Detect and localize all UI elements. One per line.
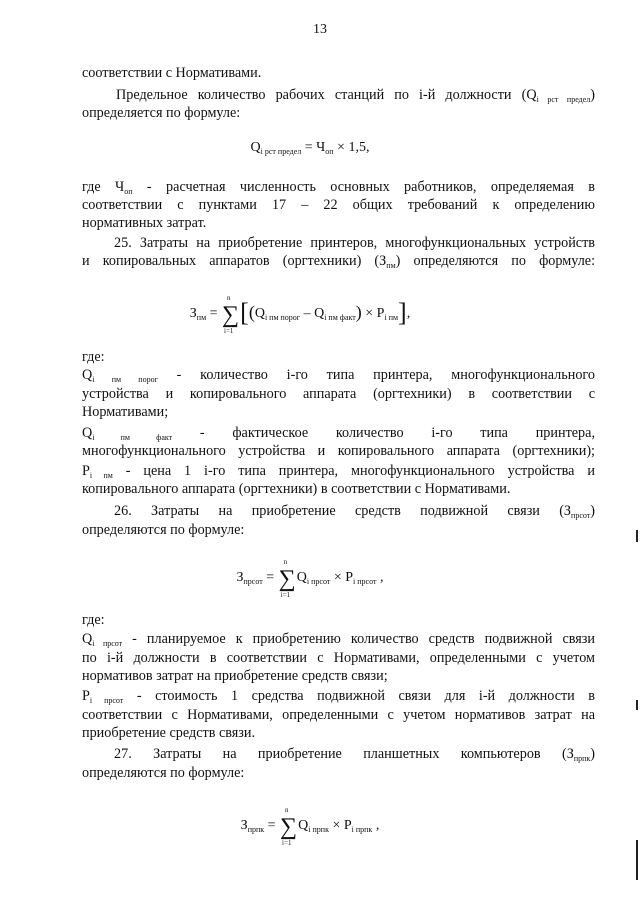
paragraph-line: определяются по формуле: <box>82 765 245 781</box>
paragraph-line: 27. Затраты на приобретение планшетных компьютеров $(З_{прпк})$ <box>114 746 595 763</box>
formula-tablets: $З_{прпк}$ = ∑ n i=1 $Q_{i прпк} \times P_{i прпк}$ , <box>240 806 380 847</box>
definition-line: $P_{i прсот}$ - стоимость 1 средства подвижной связи для i-й должности в <box>82 688 595 705</box>
scan-edge-mark <box>636 840 638 880</box>
where-label: где: <box>82 349 105 365</box>
definition-line: копировального аппарата (оргтехники) в соответствии с Нормативами. <box>82 481 511 497</box>
definition-line: соответствии с пунктами 17 – 22 общих требований к определению <box>82 197 595 213</box>
page-number: 13 <box>313 22 327 37</box>
definition-line: $P_{i пм}$ - цена 1 i-го типа принтера, многофункционального устройства и <box>82 463 595 480</box>
paragraph-line: определяется по формуле: <box>82 105 241 121</box>
scan-edge-mark <box>636 700 638 710</box>
definition-line: многофункционального устройства и копировального аппарата (оргтехники); <box>82 443 595 459</box>
definition-line: приобретение средств связи. <box>82 725 256 741</box>
sum-symbol: ∑ n i=1 <box>222 294 240 335</box>
paragraph-line: определяются по формуле: <box>82 522 245 538</box>
paragraph-line: Предельное количество рабочих станций по i-й должности $(Q_{i рст предел})$ <box>116 87 596 104</box>
paragraph-line: соответствии с Нормативами. <box>82 65 262 81</box>
definition-line: соответствии с Нормативами, определенными с учетом нормативов затрат на <box>82 707 595 723</box>
definition-line: $Q_{i пм порог}$ - количество i-го типа принтера, многофункционального <box>82 367 595 384</box>
formula-printers: $З_{пм}$ = ∑ n i=1 $[(Q_{i пм порог} - Q_{i пм факт}) \times P_{i пм}]$, <box>189 294 411 335</box>
paragraph-line: 26. Затраты на приобретение средств подвижной связи $(З_{прсот})$ <box>114 503 595 520</box>
definition-line: Нормативами; <box>82 404 169 420</box>
paragraph-line: и копировальных аппаратов (оргтехники) $(З_{пм})$ определяются по формуле: <box>82 253 596 270</box>
where-label: где: <box>82 612 105 628</box>
definition-line: нормативных затрат. <box>82 215 207 231</box>
sum-symbol: ∑ n i=1 <box>278 558 296 599</box>
formula-mobile: $З_{прсот}$ = ∑ n i=1 $Q_{i прсот} \times P_{i прсот}$ , <box>236 558 384 599</box>
definition-line: $Q_{i прсот}$ - планируемое к приобретению количество средств подвижной связи <box>82 631 596 648</box>
sum-symbol: ∑ n i=1 <box>280 806 298 847</box>
definition-line: по i-й должности в соответствии с Нормативами, определенными с учетом <box>82 650 595 666</box>
scan-edge-mark <box>636 530 638 542</box>
definition-line: $Q_{i пм факт}$ - фактическое количество i-го типа принтера, <box>82 425 595 442</box>
definition-line: где $Ч_{оп}$ - расчетная численность основных работников, определяемая в <box>82 179 595 196</box>
formula-workstations: $Q_{i рст предел} = Ч_{оп} \times 1,5$, <box>250 140 370 156</box>
definition-line: устройства и копировального аппарата (оргтехники) в соответствии с <box>82 386 595 402</box>
definition-line: нормативов затрат на приобретение средств связи; <box>82 668 388 684</box>
paragraph-line: 25. Затраты на приобретение принтеров, многофункциональных устройств <box>114 235 595 251</box>
